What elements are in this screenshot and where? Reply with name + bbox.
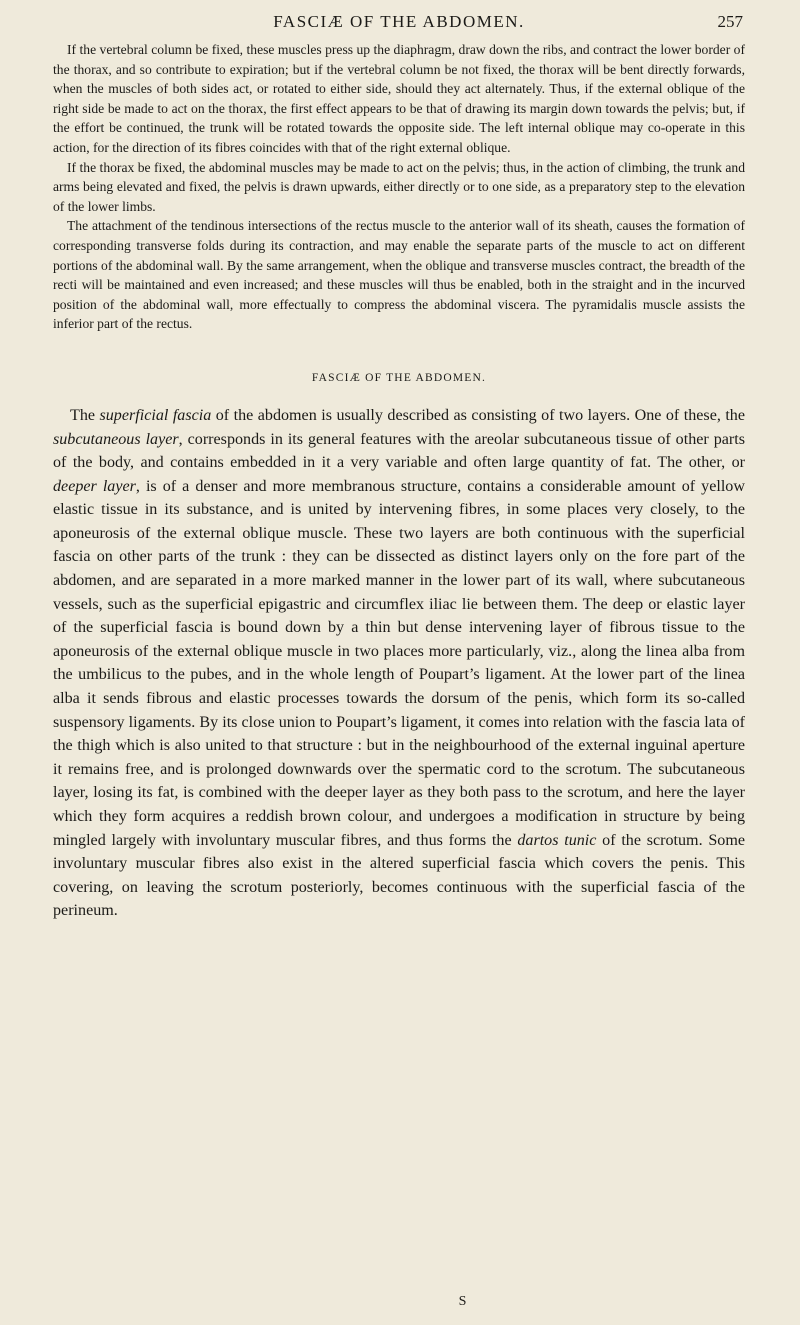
section-heading: FASCIÆ OF THE ABDOMEN.: [311, 371, 487, 384]
paragraph-thorax-fixed: If the thorax be fixed, the abdominal muscles may be made to act on the pelvis; thus, in the action of climbing, the trunk and arms being elevated and fixed, the pelvis is drawn upwards, either directly or to one side, as a preparatory step to the elevation of the lower limbs.: [53, 159, 745, 214]
text-run: The: [70, 406, 100, 424]
fasciae-text: [53, 404, 745, 923]
running-head-title: FASCIÆ OF THE ABDOMEN.: [273, 12, 525, 31]
paragraph-vertebral-column: If the vertebral column be fixed, these muscles press up the diaphragm, draw down the ribs, and contract the lower border of the thorax, and so contribute to expiration; but if the vertebral column be not fixed, the thorax will be bent directly forwards, when the muscles of both sides act, or rotated to either side, should they act alternately. Thus, if the external oblique of the right side be made to act on the thorax, the first effect appears to be that of drawing its margin down towards the pelvis; but, if the effort be continued, the trunk will be rotated towards the opposite side. The left internal oblique may co-operate in this action, for the direction of its fibres coincides with that of the right external oblique.: [53, 42, 745, 155]
muscle-action-text: [53, 40, 745, 334]
text-run: , is of a denser and more membranous structure, contains a considerable amount of yellow elastic tissue in its substance, and is united by intervening fibres, in some places very closely, to the aponeurosis of the external oblique muscle. These two layers are both continuous with the superficial fascia on other parts of the trunk : they can be dissected as distinct layers only on the fore part of the abdomen, and are separated in a more marked manner in the lower part of its wall, where subcutaneous vessels, such as the superficial epigastric and circumflex iliac lie between them. The deep or elastic layer of the superficial fascia is bound down by a thin but dense intervening layer of fibrous tissue to the aponeurosis of the external oblique muscle in two places more particularly, viz., along the linea alba from the umbilicus to the pubes, and in the whole length of Poupart’s ligament. At the lower part of the linea alba it sends fibrous and elastic processes towards the dorsum of the penis, which form its so-called suspensory ligaments. By its close union to Poupart’s ligament, it comes into relation with the fascia lata of the thigh which is also united to that structure : but in the neighbourhood of the external inguinal aperture it remains free, and is prolonged downwards over the spermatic cord to the scrotum. The subcutaneous layer, losing its fat, is combined with the deeper layer as they both pass to the scrotum, and here the layer which they form acquires a reddish brown colour, and undergoes a modification in structure by being mingled largely with involuntary muscular fibres, and thus forms the: [53, 477, 745, 849]
running-head: [53, 0, 745, 40]
text-run: of the scrotum. Some involuntary muscular fibres also exist in the altered superficial fascia which covers the penis. This covering, on leaving the scrotum posteriorly, becomes continuous with the superficial fascia of the perineum.: [53, 831, 746, 920]
page-number: 257: [717, 12, 743, 31]
term-superficial-fascia: superficial fascia: [99, 406, 212, 424]
term-deeper-layer: deeper layer: [53, 477, 136, 495]
text-run: , corresponds in its general features with the areolar subcutaneous tissue of other parts of the body, and contains embedded in it a very variable and often large quantity of fat. The other, or: [53, 430, 745, 472]
paragraph-tendinous-intersections: The attachment of the tendinous intersections of the rectus muscle to the anterior wall of its sheath, causes the formation of corresponding transverse folds during its contraction, and may enable the separate parts of the muscle to act on different portions of the abdominal wall. By the same arrangement, when the oblique and transverse muscles contract, the breadth of the recti will be maintained and even increased; and these muscles will thus be enabled, both in the straight and in the incurved position of the abdominal wall, more effectually to compress the abdominal viscera. The pyramidalis muscle assists the inferior part of the rectus.: [53, 218, 745, 332]
term-subcutaneous-layer: subcutaneous layer: [53, 430, 179, 448]
paragraph-superficial-fascia: [53, 404, 745, 923]
text-run: of the abdomen is usually described as consisting of two layers. One of these, the: [211, 406, 745, 424]
signature-mark: S: [458, 1294, 467, 1309]
term-dartos-tunic: dartos tunic: [517, 831, 597, 849]
